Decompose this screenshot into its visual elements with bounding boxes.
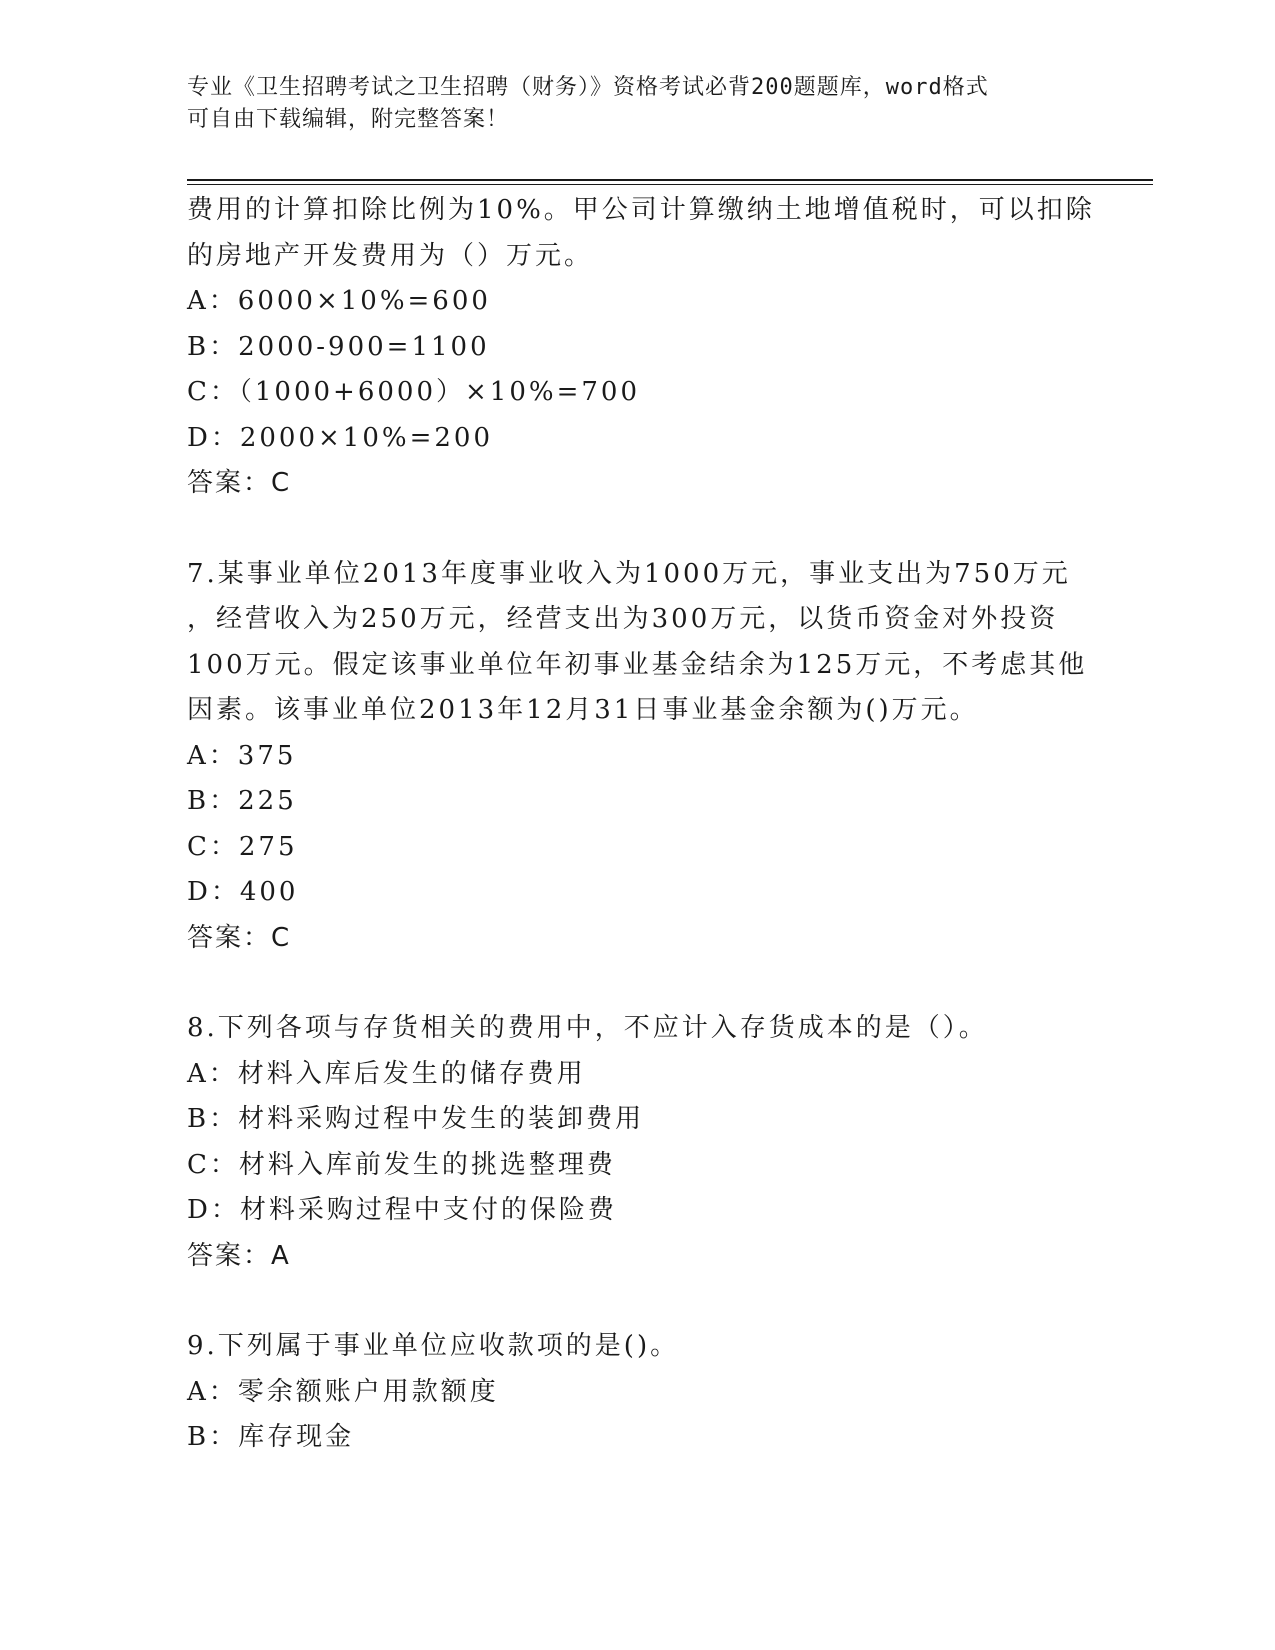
question-stem-line: 费用的计算扣除比例为10%。甲公司计算缴纳土地增值税时，可以扣除 bbox=[187, 195, 1095, 225]
option-a: A：零余额账户用款额度 bbox=[187, 1376, 499, 1407]
answer-label: 答案：A bbox=[187, 1240, 291, 1271]
option-b: B：2000-900=1100 bbox=[187, 331, 490, 362]
header-divider-thin bbox=[187, 184, 1153, 185]
header-line-1: 专业《卫生招聘考试之卫生招聘（财务）》资格考试必背200题题库，word格式 bbox=[187, 75, 989, 100]
spacer bbox=[187, 1279, 1117, 1324]
document-header bbox=[187, 72, 1087, 136]
question-stem-line: 因素。该事业单位2013年12月31日事业基金余额为()万元。 bbox=[187, 695, 979, 725]
answer-label: 答案：C bbox=[187, 922, 292, 953]
question-6 bbox=[187, 188, 1117, 507]
question-stem-line: 的房地产开发费用为（）万元。 bbox=[187, 240, 594, 271]
question-8 bbox=[187, 1006, 1117, 1279]
question-7 bbox=[187, 552, 1117, 962]
question-9 bbox=[187, 1324, 1117, 1461]
option-c: C：（1000+6000）×10%=700 bbox=[187, 377, 641, 407]
header-divider-thick bbox=[187, 179, 1153, 181]
option-d: D：2000×10%=200 bbox=[187, 422, 493, 453]
option-d: D：材料采购过程中支付的保险费 bbox=[187, 1195, 617, 1225]
question-stem-line: 100万元。假定该事业单位年初事业基金结余为125万元，不考虑其他 bbox=[187, 649, 1088, 680]
option-a: A：375 bbox=[187, 740, 297, 771]
question-stem-line: 8.下列各项与存货相关的费用中，不应计入存货成本的是（）。 bbox=[187, 1013, 988, 1043]
question-stem-line: ，经营收入为250万元，经营支出为300万元，以货币资金对外投资 bbox=[187, 604, 1059, 634]
answer-label: 答案：C bbox=[187, 468, 292, 498]
option-d: D：400 bbox=[187, 877, 299, 907]
option-c: C：材料入库前发生的挑选整理费 bbox=[187, 1149, 616, 1180]
question-stem-line: 7.某事业单位2013年度事业收入为1000万元，事业支出为750万元 bbox=[187, 558, 1071, 589]
option-b: B：库存现金 bbox=[187, 1422, 355, 1452]
question-stem-line: 9.下列属于事业单位应收款项的是()。 bbox=[187, 1331, 680, 1361]
option-b: B：225 bbox=[187, 786, 297, 816]
header-line-2: 可自由下载编辑，附完整答案！ bbox=[187, 107, 510, 132]
option-a: A：6000×10%=600 bbox=[187, 286, 491, 316]
option-b: B：材料采购过程中发生的装卸费用 bbox=[187, 1104, 645, 1134]
question-list bbox=[187, 188, 1117, 1461]
option-a: A：材料入库后发生的储存费用 bbox=[187, 1058, 586, 1089]
option-c: C：275 bbox=[187, 831, 298, 862]
spacer bbox=[187, 961, 1117, 1006]
spacer bbox=[187, 507, 1117, 552]
